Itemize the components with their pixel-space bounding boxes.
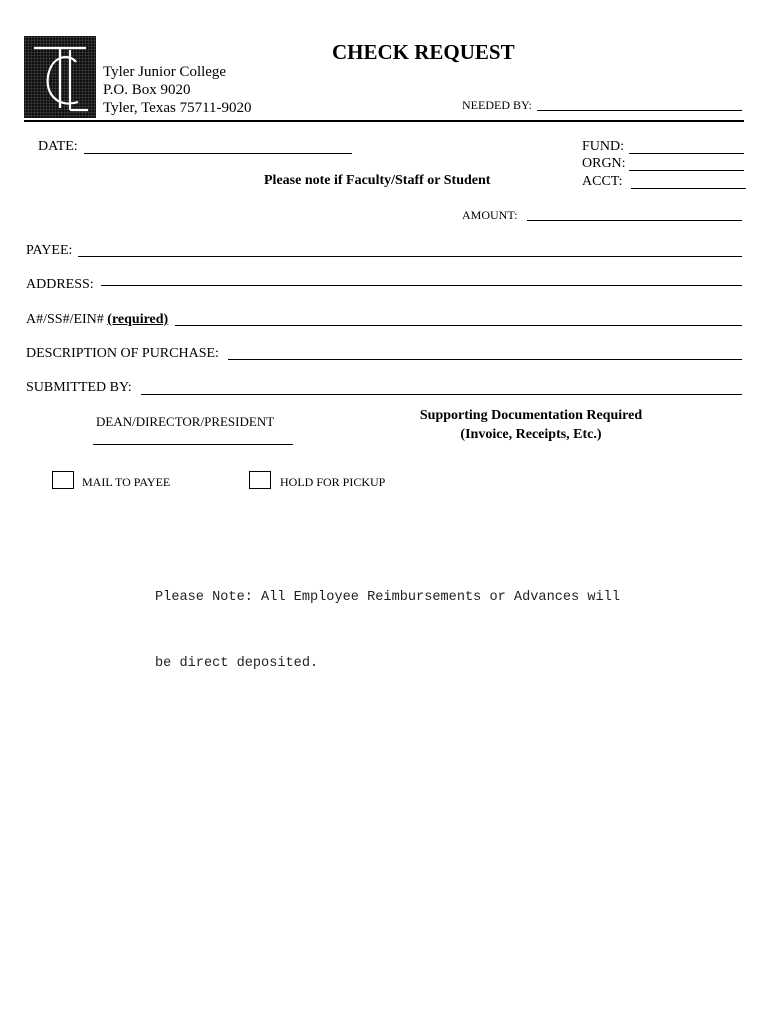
amount-field[interactable] bbox=[527, 220, 742, 221]
supporting-docs-note bbox=[390, 406, 672, 444]
description-label: DESCRIPTION OF PURCHASE: bbox=[26, 346, 219, 361]
college-logo bbox=[24, 36, 96, 118]
address-field[interactable] bbox=[101, 285, 742, 286]
org-po-box: P.O. Box 9020 bbox=[103, 82, 191, 98]
mail-to-payee-label: MAIL TO PAYEE bbox=[82, 475, 171, 489]
orgn-field[interactable] bbox=[629, 170, 744, 171]
form-title: CHECK REQUEST bbox=[332, 40, 515, 64]
submitted-by-field[interactable] bbox=[141, 394, 742, 395]
date-label: DATE: bbox=[38, 139, 78, 154]
org-city: Tyler, Texas 75711-9020 bbox=[103, 100, 252, 116]
supporting-docs-line2: (Invoice, Receipts, Etc.) bbox=[460, 427, 602, 442]
id-number-label bbox=[26, 312, 168, 328]
address-label: ADDRESS: bbox=[26, 277, 94, 292]
dean-label: DEAN/DIRECTOR/PRESIDENT bbox=[96, 414, 275, 429]
header-divider bbox=[24, 120, 744, 122]
id-required-label: (required) bbox=[107, 312, 169, 327]
hold-for-pickup-label: HOLD FOR PICKUP bbox=[280, 475, 386, 489]
acct-label: ACCT: bbox=[582, 174, 623, 189]
payee-field[interactable] bbox=[78, 256, 742, 257]
acct-field[interactable] bbox=[631, 188, 746, 189]
payee-label: PAYEE: bbox=[26, 243, 73, 258]
id-number-label-text: A#/SS#/EIN# bbox=[26, 312, 104, 327]
needed-by-field[interactable] bbox=[537, 110, 742, 111]
reimbursement-note-line2: be direct deposited. bbox=[155, 656, 319, 671]
org-address bbox=[103, 63, 252, 117]
id-number-field[interactable] bbox=[175, 325, 742, 326]
dean-signature-field[interactable] bbox=[93, 444, 293, 445]
mail-to-payee-checkbox[interactable] bbox=[52, 471, 74, 489]
reimbursement-note bbox=[155, 543, 620, 697]
fund-field[interactable] bbox=[629, 153, 744, 154]
hold-for-pickup-checkbox[interactable] bbox=[249, 471, 271, 489]
description-field[interactable] bbox=[228, 359, 742, 360]
date-field[interactable] bbox=[84, 153, 352, 154]
faculty-student-note: Please note if Faculty/Staff or Student bbox=[264, 173, 491, 188]
amount-label: AMOUNT: bbox=[462, 208, 518, 222]
needed-by-label: NEEDED BY: bbox=[462, 98, 532, 112]
submitted-by-label: SUBMITTED BY: bbox=[26, 380, 132, 395]
org-name: Tyler Junior College bbox=[103, 64, 227, 80]
orgn-label: ORGN: bbox=[582, 156, 626, 171]
supporting-docs-line1: Supporting Documentation Required bbox=[419, 408, 643, 423]
reimbursement-note-line1: Please Note: All Employee Reimbursements or Advances will bbox=[155, 590, 620, 605]
fund-label: FUND: bbox=[582, 139, 625, 154]
